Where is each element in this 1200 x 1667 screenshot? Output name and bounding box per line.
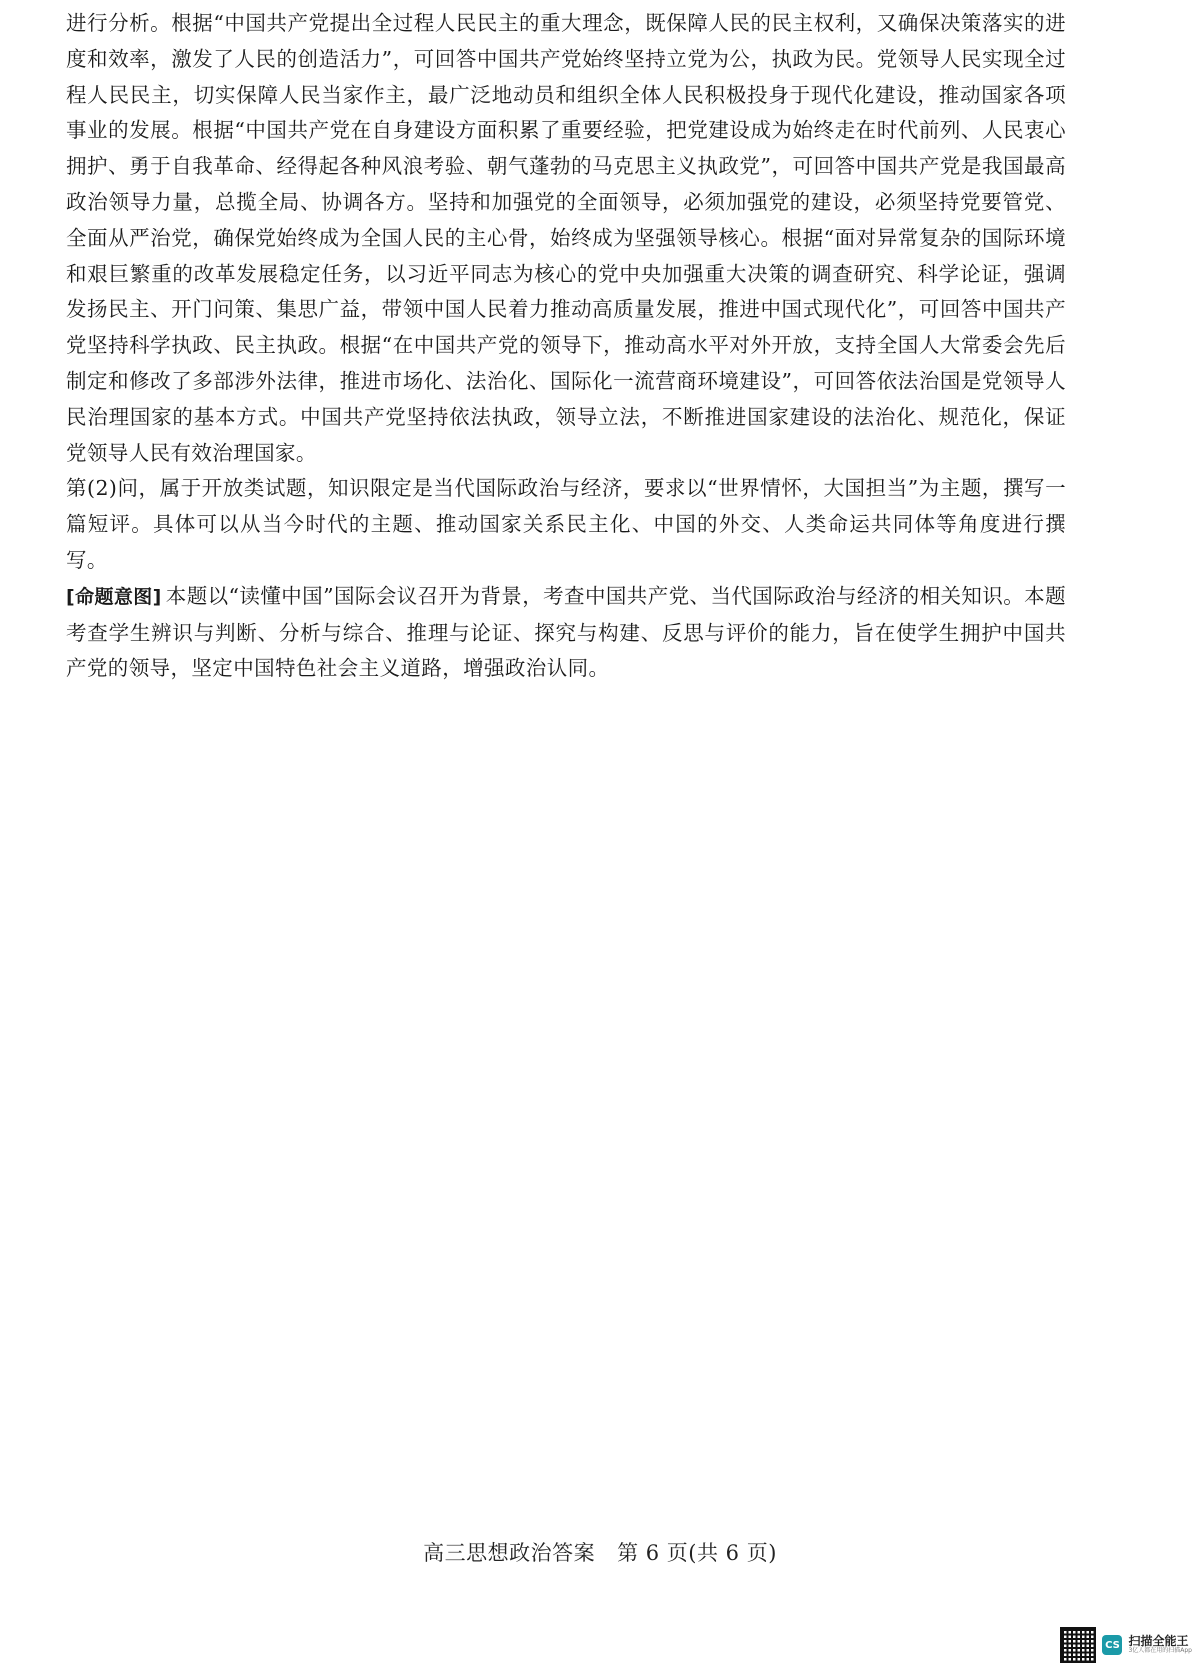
qr-code-icon [1060, 1627, 1096, 1663]
page-footer [0, 1537, 1200, 1567]
intent-tag: [命题意图] [66, 585, 162, 608]
analysis-paragraph [66, 6, 1066, 471]
answer-content [66, 6, 1066, 687]
intent-paragraph [66, 579, 1066, 687]
footer-title: 高三思想政治答案 [423, 1541, 596, 1565]
question-2-paragraph [66, 471, 1066, 578]
footer-page-number: 第 6 页(共 6 页) [617, 1541, 777, 1565]
scanner-watermark [1060, 1627, 1192, 1663]
watermark-subtitle: 3亿人都在用的扫描App [1128, 1647, 1192, 1655]
watermark-text [1128, 1635, 1192, 1655]
paragraph-text: 第(2)问，属于开放类试题，知识限定是当代国际政治与经济，要求以“世界情怀，大国担当”为主题，撰写一篇短评。具体可以从当今时代的主题、推动国家关系民主化、中国的外交、人类命运共同体等角度进行撰写。 [66, 476, 1066, 572]
paragraph-text: 进行分析。根据“中国共产党提出全过程人民民主的重大理念，既保障人民的民主权利，又确保决策落实的进度和效率，激发了人民的创造活力”，可回答中国共产党始终坚持立党为公，执政为民。党领导人民实现全过程人民民主，切实保障人民当家作主，最广泛地动员和组织全体人民积极投身于现代化建设，推动国家各项事业的发展。根据“中国共产党在自身建设方面积累了重要经验，把党建设成为始终走在时代前列、人民衷心拥护、勇于自我革命、经得起各种风浪考验、朝气蓬勃的马克思主义执政党”，可回答中国共产党是我国最高政治领导力量，总揽全局、协调各方。坚持和加强党的全面领导，必须加强党的建设，必须坚持党要管党、全面从严治党，确保党始终成为全国人民的主心骨，始终成为坚强领导核心。根据“面对异常复杂的国际环境和艰巨繁重的改革发展稳定任务，以习近平同志为核心的党中央加强重大决策的调查研究、科学论证，强调发扬民主、开门问策、集思广益，带领中国人民着力推动高质量发展，推进中国式现代化”，可回答中国共产党坚持科学执政、民主执政。根据“在中国共产党的领导下，推动高水平对外开放，支持全国人大常委会先后制定和修改了多部涉外法律，推进市场化、法治化、国际化一流营商环境建设”，可回答依法治国是党领导人民治理国家的基本方式。中国共产党坚持依法执政，领导立法，不断推进国家建设的法治化、规范化，保证党领导人民有效治理国家。 [66, 11, 1066, 465]
camscanner-logo-icon: CS [1102, 1635, 1122, 1655]
watermark-title: 扫描全能王 [1128, 1634, 1189, 1649]
paragraph-text: 本题以“读懂中国”国际会议召开为背景，考查中国共产党、当代国际政治与经济的相关知识。本题考查学生辨识与判断、分析与综合、推理与论证、探究与构建、反思与评价的能力，旨在使学生拥护中国共产党的领导，坚定中国特色社会主义道路，增强政治认同。 [66, 583, 1066, 681]
